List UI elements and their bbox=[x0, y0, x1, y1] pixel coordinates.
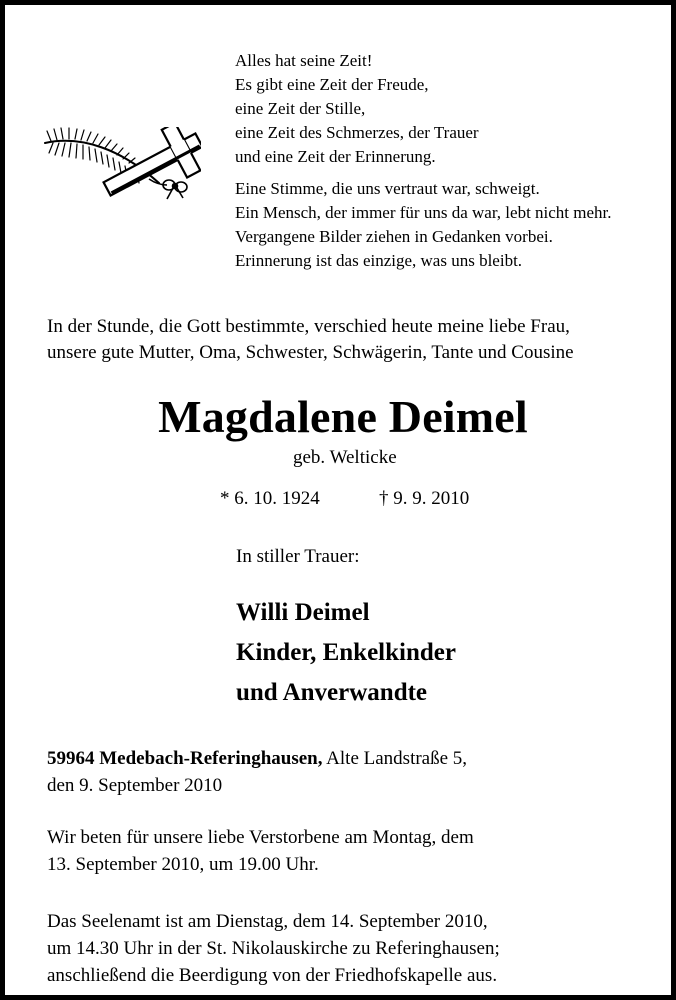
service-request bbox=[47, 824, 667, 878]
address-block bbox=[47, 745, 667, 799]
address-date: den 9. September 2010 bbox=[47, 775, 223, 796]
funeral-line: um 14.30 Uhr in der St. Nikolauskirche zu Referinghausen; bbox=[47, 938, 500, 959]
intro-text bbox=[47, 314, 657, 366]
cross-with-palm-branch-icon bbox=[41, 127, 201, 203]
mourner: und Anverwandte bbox=[236, 679, 428, 706]
service-request-line: Wir beten für unsere liebe Verstorbene am Montag, dem bbox=[47, 827, 474, 848]
poem-line: und eine Zeit der Erinnerung. bbox=[235, 147, 436, 166]
birth-date: * 6. 10. 1924 bbox=[220, 488, 320, 509]
poem-line: Eine Stimme, die uns vertraut war, schweigt. bbox=[235, 179, 540, 198]
poem-line: Ein Mensch, der immer für uns da war, lebt nicht mehr. bbox=[235, 203, 612, 222]
poem-line: eine Zeit des Schmerzes, der Trauer bbox=[235, 123, 479, 142]
poem-line: Vergangene Bilder ziehen in Gedanken vorbei. bbox=[235, 227, 553, 246]
poem-line: Alles hat seine Zeit! bbox=[235, 51, 373, 70]
poem-line: Es gibt eine Zeit der Freude, bbox=[235, 75, 429, 94]
service-request-line: 13. September 2010, um 19.00 Uhr. bbox=[47, 854, 319, 875]
mourning-line: In stiller Trauer: bbox=[236, 546, 360, 567]
address-street: Alte Landstraße 5, bbox=[322, 748, 468, 769]
poem-line: Erinnerung ist das einzige, was uns bleibt. bbox=[235, 251, 523, 270]
mourners-list bbox=[236, 593, 456, 713]
poem-line: eine Zeit der Stille, bbox=[235, 99, 366, 118]
funeral-details bbox=[47, 908, 667, 989]
death-date: † 9. 9. 2010 bbox=[379, 488, 470, 509]
address-place: 59964 Medebach-Referinghausen, bbox=[47, 748, 323, 769]
poem bbox=[235, 49, 655, 273]
funeral-line: anschließend die Beerdigung von der Friedhofskapelle aus. bbox=[47, 965, 498, 986]
funeral-line: Das Seelenamt ist am Dienstag, dem 14. September 2010, bbox=[47, 911, 488, 932]
intro-line: unsere gute Mutter, Oma, Schwester, Schwägerin, Tante und Cousine bbox=[47, 342, 574, 363]
mourner: Kinder, Enkelkinder bbox=[236, 639, 456, 666]
mourner: Willi Deimel bbox=[236, 599, 370, 626]
address-line bbox=[47, 745, 667, 772]
deceased-name: Magdalene Deimel bbox=[158, 391, 528, 442]
intro-line: In der Stunde, die Gott bestimmte, verschied heute meine liebe Frau, bbox=[47, 316, 570, 337]
maiden-name: geb. Welticke bbox=[293, 447, 397, 468]
